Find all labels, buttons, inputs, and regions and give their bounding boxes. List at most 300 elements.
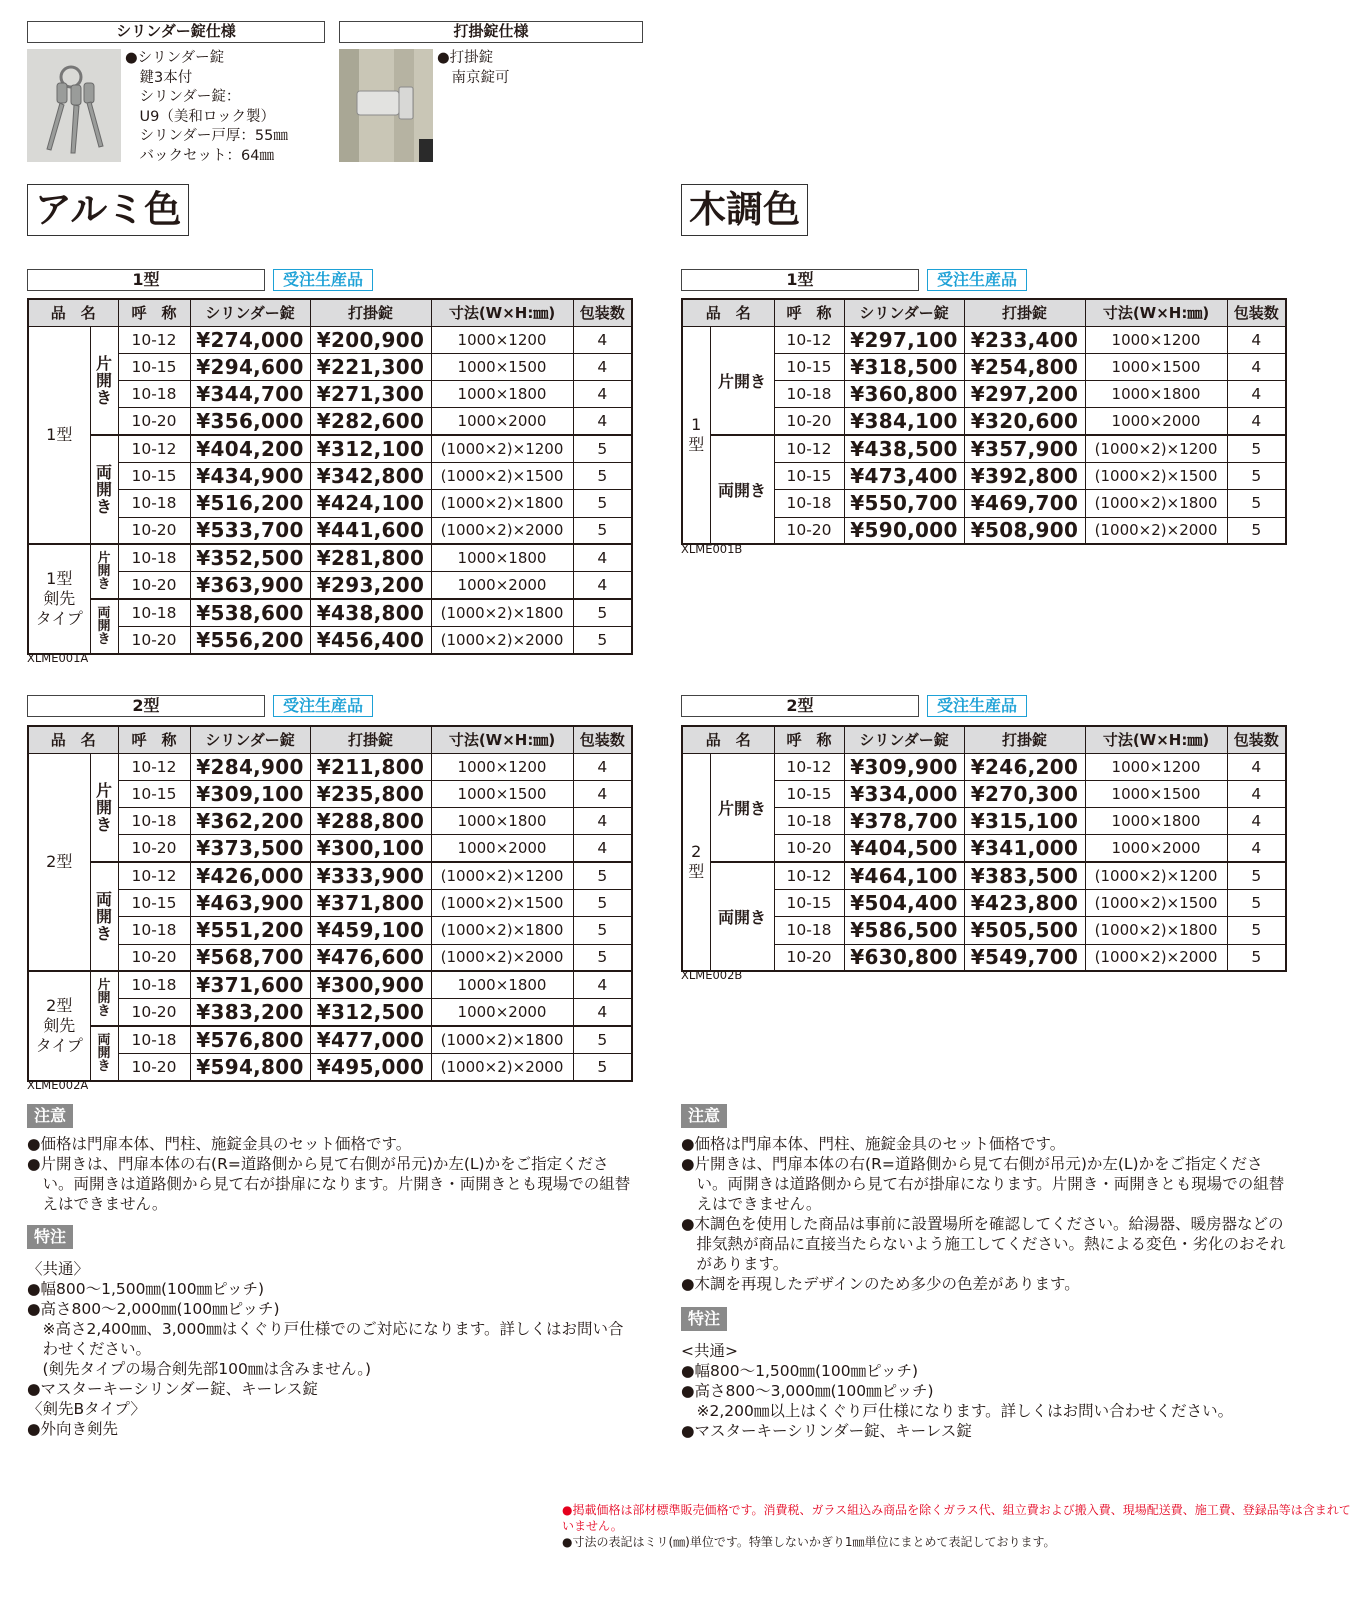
table-row xyxy=(28,599,632,626)
dimension-cell: 1000×1200 xyxy=(431,326,573,353)
call-cell: 10-15 xyxy=(774,889,844,916)
cylinder-spec-text: ●シリンダー錠 鍵3本付 シリンダー錠： U9（美和ロック製） シリンダー戸厚：55㎜ バックセット：64㎜ xyxy=(125,50,288,164)
dimension-cell: (1000×2)×2000 xyxy=(431,517,573,544)
table-row xyxy=(28,917,632,944)
kata-label: 片開き xyxy=(710,753,774,862)
table-row xyxy=(28,381,632,408)
cylinder-price-cell: ¥516,200 xyxy=(190,490,310,517)
cylinder-price-cell: ¥590,000 xyxy=(844,517,964,544)
table-row xyxy=(28,326,632,353)
call-cell: 10-12 xyxy=(774,326,844,353)
dimension-cell: (1000×2)×1200 xyxy=(431,862,573,889)
hook-price-cell: ¥477,000 xyxy=(310,1026,431,1053)
ryo-label: 両 開 き xyxy=(90,599,118,654)
hook-price-cell: ¥246,200 xyxy=(964,753,1085,780)
dimension-cell: 1000×1500 xyxy=(431,780,573,807)
sword-type-label: 1型 剣先 タイプ xyxy=(28,544,90,653)
right-caution-heading: 注意 xyxy=(681,1104,727,1128)
cylinder-price-cell: ¥362,200 xyxy=(190,808,310,835)
table-row xyxy=(28,808,632,835)
header-name: 品 名 xyxy=(28,299,118,326)
hook-price-cell: ¥271,300 xyxy=(310,381,431,408)
table-row xyxy=(28,1053,632,1080)
call-cell: 10-20 xyxy=(118,835,190,862)
call-cell: 10-20 xyxy=(774,944,844,971)
ryo-label: 両 開 き xyxy=(90,862,118,971)
hook-price-cell: ¥293,200 xyxy=(310,572,431,599)
table-row xyxy=(28,862,632,889)
header-name: 品 名 xyxy=(682,726,774,753)
cylinder-price-cell: ¥630,800 xyxy=(844,944,964,971)
wood-2-order-badge: 受注生産品 xyxy=(927,695,1027,717)
pack-cell: 4 xyxy=(1227,408,1286,435)
hook-price-cell: ¥357,900 xyxy=(964,435,1085,462)
left-caution-text: ●価格は門扉本体、門柱、施錠金具のセット価格です。 ●片開きは、門扉本体の右(R=道路側から見て右側が吊元)か左(L)かをご指定くださ い。両開きは道路側から見て右が掛扉になります。片開き・両開きとも現場での組替 えはできません。 xyxy=(27,1135,631,1213)
table-row xyxy=(682,326,1286,353)
cylinder-price-cell: ¥473,400 xyxy=(844,462,964,489)
cylinder-price-cell: ¥404,200 xyxy=(190,435,310,462)
hook-price-cell: ¥211,800 xyxy=(310,753,431,780)
type-label: 2 型 xyxy=(682,753,710,971)
dimension-cell: 1000×1800 xyxy=(431,544,573,571)
table-row xyxy=(28,544,632,571)
dimension-cell: (1000×2)×1200 xyxy=(431,435,573,462)
call-cell: 10-18 xyxy=(774,381,844,408)
call-cell: 10-15 xyxy=(118,353,190,380)
dimension-cell: 1000×2000 xyxy=(1085,835,1227,862)
wood-1-order-badge: 受注生産品 xyxy=(927,269,1027,291)
pack-cell: 5 xyxy=(573,917,632,944)
hook-price-cell: ¥424,100 xyxy=(310,490,431,517)
type-label: 2型 xyxy=(28,753,90,971)
call-cell: 10-12 xyxy=(774,862,844,889)
header-name: 品 名 xyxy=(682,299,774,326)
header-pack: 包装数 xyxy=(573,726,632,753)
call-cell: 10-18 xyxy=(118,1026,190,1053)
sword-type-label: 2型 剣先 タイプ xyxy=(28,971,90,1080)
hook-price-cell: ¥312,500 xyxy=(310,999,431,1026)
hook-price-cell: ¥383,500 xyxy=(964,862,1085,889)
cylinder-price-cell: ¥538,600 xyxy=(190,599,310,626)
cylinder-price-cell: ¥464,100 xyxy=(844,862,964,889)
dimension-cell: (1000×2)×1800 xyxy=(431,599,573,626)
footer-price-note: ●掲載価格は部材標準販売価格です。消費税、ガラス組込み商品を除くガラス代、組立費および搬入費、現場配送費、施工費、登録品等は含まれていません。 xyxy=(562,1503,1351,1533)
call-cell: 10-15 xyxy=(774,462,844,489)
pack-cell: 5 xyxy=(573,490,632,517)
header-pack: 包装数 xyxy=(1227,726,1286,753)
dimension-cell: (1000×2)×1200 xyxy=(1085,862,1227,889)
call-cell: 10-20 xyxy=(118,626,190,653)
table-row xyxy=(28,435,632,462)
wood-1-price-table xyxy=(681,298,1287,545)
hook-price-cell: ¥423,800 xyxy=(964,889,1085,916)
call-cell: 10-12 xyxy=(118,435,190,462)
header-dim: 寸法(W×H:㎜) xyxy=(431,299,573,326)
pack-cell: 5 xyxy=(573,626,632,653)
left-special-text: 〈共通〉 ●幅800～1,500㎜(100㎜ピッチ) ●高さ800～2,000㎜(100㎜ピッチ) ※高さ2,400㎜、3,000㎜はくぐり戸仕様でのご対応になります。詳しくはお問い合 わせください。 (剣先タイプの場合剣先部100㎜は含みません。) ●マスターキーシリンダー錠、キーレス錠 〈剣先Bタイプ〉 ●外向き剣先 xyxy=(27,1260,624,1438)
cylinder-price-cell: ¥586,500 xyxy=(844,917,964,944)
pack-cell: 4 xyxy=(573,808,632,835)
dimension-cell: (1000×2)×1500 xyxy=(1085,462,1227,489)
alumi-1-order-badge: 受注生産品 xyxy=(273,269,373,291)
dimension-cell: 1000×1800 xyxy=(431,808,573,835)
hook-price-cell: ¥508,900 xyxy=(964,517,1085,544)
cylinder-price-cell: ¥274,000 xyxy=(190,326,310,353)
kata-label: 片 開 き xyxy=(90,326,118,435)
cylinder-price-cell: ¥383,200 xyxy=(190,999,310,1026)
cylinder-price-cell: ¥568,700 xyxy=(190,944,310,971)
header-dim: 寸法(W×H:㎜) xyxy=(1085,726,1227,753)
cylinder-price-cell: ¥334,000 xyxy=(844,780,964,807)
call-cell: 10-20 xyxy=(118,944,190,971)
hook-price-cell: ¥233,400 xyxy=(964,326,1085,353)
pack-cell: 5 xyxy=(1227,944,1286,971)
dimension-cell: 1000×2000 xyxy=(431,572,573,599)
hook-price-cell: ¥505,500 xyxy=(964,917,1085,944)
hook-price-cell: ¥282,600 xyxy=(310,408,431,435)
pack-cell: 5 xyxy=(1227,490,1286,517)
table-row xyxy=(682,862,1286,889)
call-cell: 10-12 xyxy=(774,435,844,462)
pack-cell: 5 xyxy=(1227,517,1286,544)
cylinder-price-cell: ¥404,500 xyxy=(844,835,964,862)
dimension-cell: 1000×1800 xyxy=(431,381,573,408)
header-hook: 打掛錠 xyxy=(310,726,431,753)
pack-cell: 4 xyxy=(573,353,632,380)
header-hook: 打掛錠 xyxy=(964,726,1085,753)
header-cylinder: シリンダー錠 xyxy=(844,726,964,753)
hook-price-cell: ¥549,700 xyxy=(964,944,1085,971)
alumi-2-type-title: 2型 xyxy=(27,695,265,717)
alumi-2-order-badge: 受注生産品 xyxy=(273,695,373,717)
pack-cell: 4 xyxy=(573,753,632,780)
hook-price-cell: ¥333,900 xyxy=(310,862,431,889)
hook-spec-title: 打掛錠仕様 xyxy=(339,21,643,43)
pack-cell: 4 xyxy=(573,381,632,408)
table-row xyxy=(682,435,1286,462)
right-caution-text: ●価格は門扉本体、門柱、施錠金具のセット価格です。 ●片開きは、門扉本体の右(R=道路側から見て右側が吊元)か左(L)かをご指定くださ い。両開きは道路側から見て右が掛扉になります。片開き・両開きとも現場での組替 えはできません。 ●木調色を使用した商品は事前に設置場所を確認してください。給湯器、暖房器などの 排気熱が商品に直接当たらないよう施工してください。熱による変色・劣化のおそれ があります。 ●木調を再現したデザインのため多少の色差があります。 xyxy=(681,1135,1286,1293)
kata-label: 片 開 き xyxy=(90,753,118,862)
pack-cell: 4 xyxy=(573,835,632,862)
kata-label: 片開き xyxy=(710,326,774,435)
hook-price-cell: ¥459,100 xyxy=(310,917,431,944)
table-row xyxy=(28,835,632,862)
hook-price-cell: ¥300,900 xyxy=(310,971,431,998)
header-hook: 打掛錠 xyxy=(310,299,431,326)
pack-cell: 5 xyxy=(573,862,632,889)
cylinder-price-cell: ¥594,800 xyxy=(190,1053,310,1080)
dimension-cell: 1000×1500 xyxy=(1085,353,1227,380)
pack-cell: 4 xyxy=(1227,381,1286,408)
alumi-1-price-table xyxy=(27,298,633,655)
call-cell: 10-20 xyxy=(118,408,190,435)
dimension-cell: 1000×2000 xyxy=(431,408,573,435)
dimension-cell: 1000×1500 xyxy=(431,353,573,380)
hook-price-cell: ¥312,100 xyxy=(310,435,431,462)
alumi-1-type-title: 1型 xyxy=(27,269,265,291)
dimension-cell: (1000×2)×2000 xyxy=(1085,517,1227,544)
call-cell: 10-18 xyxy=(118,971,190,998)
call-cell: 10-18 xyxy=(118,490,190,517)
cylinder-price-cell: ¥438,500 xyxy=(844,435,964,462)
wood-2-type-title: 2型 xyxy=(681,695,919,717)
dimension-cell: 1000×2000 xyxy=(431,999,573,1026)
dimension-cell: 1000×1200 xyxy=(1085,753,1227,780)
cylinder-price-cell: ¥309,100 xyxy=(190,780,310,807)
hook-price-cell: ¥441,600 xyxy=(310,517,431,544)
table-row xyxy=(28,780,632,807)
table-row xyxy=(28,353,632,380)
cylinder-price-cell: ¥309,900 xyxy=(844,753,964,780)
cylinder-spec-title: シリンダー錠仕様 xyxy=(27,21,325,43)
table-row xyxy=(28,626,632,653)
pack-cell: 4 xyxy=(573,572,632,599)
dimension-cell: (1000×2)×2000 xyxy=(431,1053,573,1080)
hook-price-cell: ¥371,800 xyxy=(310,889,431,916)
header-call: 呼 称 xyxy=(774,726,844,753)
call-cell: 10-18 xyxy=(118,599,190,626)
cylinder-price-cell: ¥550,700 xyxy=(844,490,964,517)
cylinder-price-cell: ¥371,600 xyxy=(190,971,310,998)
pack-cell: 5 xyxy=(573,599,632,626)
dimension-cell: 1000×1200 xyxy=(1085,326,1227,353)
cylinder-price-cell: ¥434,900 xyxy=(190,462,310,489)
ryo-label: 両開き xyxy=(710,435,774,544)
cylinder-price-cell: ¥384,100 xyxy=(844,408,964,435)
hook-price-cell: ¥469,700 xyxy=(964,490,1085,517)
dimension-cell: (1000×2)×1500 xyxy=(1085,889,1227,916)
left-special-heading: 特注 xyxy=(27,1225,73,1249)
cylinder-price-cell: ¥318,500 xyxy=(844,353,964,380)
footer-notes xyxy=(562,1502,1352,1550)
pack-cell: 5 xyxy=(1227,862,1286,889)
cylinder-price-cell: ¥426,000 xyxy=(190,862,310,889)
wood-color-heading: 木調色 xyxy=(681,184,808,236)
table-row xyxy=(28,944,632,971)
ryo-label: 両開き xyxy=(710,862,774,971)
hook-price-cell: ¥456,400 xyxy=(310,626,431,653)
call-cell: 10-15 xyxy=(118,462,190,489)
pack-cell: 4 xyxy=(573,999,632,1026)
wood-2-price-table xyxy=(681,725,1287,972)
header-cylinder: シリンダー錠 xyxy=(844,299,964,326)
pack-cell: 5 xyxy=(573,1053,632,1080)
cylinder-price-cell: ¥352,500 xyxy=(190,544,310,571)
alumi-color-heading: アルミ色 xyxy=(27,184,189,236)
dimension-cell: (1000×2)×1200 xyxy=(1085,435,1227,462)
pack-cell: 5 xyxy=(573,462,632,489)
call-cell: 10-15 xyxy=(118,780,190,807)
cylinder-price-cell: ¥356,000 xyxy=(190,408,310,435)
call-cell: 10-18 xyxy=(118,381,190,408)
pack-cell: 4 xyxy=(1227,808,1286,835)
wood-1-type-title: 1型 xyxy=(681,269,919,291)
hook-lock-photo xyxy=(339,49,433,162)
dimension-cell: (1000×2)×1800 xyxy=(431,490,573,517)
header-name: 品 名 xyxy=(28,726,118,753)
pack-cell: 4 xyxy=(573,544,632,571)
table-header-row xyxy=(682,726,1286,753)
hook-price-cell: ¥281,800 xyxy=(310,544,431,571)
hook-price-cell: ¥297,200 xyxy=(964,381,1085,408)
table-row xyxy=(28,971,632,998)
right-special-heading: 特注 xyxy=(681,1307,727,1331)
pack-cell: 4 xyxy=(1227,835,1286,862)
call-cell: 10-12 xyxy=(118,753,190,780)
pack-cell: 5 xyxy=(573,517,632,544)
table-row xyxy=(28,999,632,1026)
cylinder-price-cell: ¥556,200 xyxy=(190,626,310,653)
hook-price-cell: ¥392,800 xyxy=(964,462,1085,489)
cylinder-price-cell: ¥363,900 xyxy=(190,572,310,599)
pack-cell: 5 xyxy=(573,889,632,916)
hook-price-cell: ¥320,600 xyxy=(964,408,1085,435)
wood-2-code: XLME002B xyxy=(681,968,743,982)
hook-price-cell: ¥476,600 xyxy=(310,944,431,971)
pack-cell: 4 xyxy=(1227,326,1286,353)
alumi-1-code: XLME001A xyxy=(27,651,89,665)
call-cell: 10-18 xyxy=(118,917,190,944)
cylinder-keys-photo xyxy=(27,49,121,162)
cylinder-price-cell: ¥504,400 xyxy=(844,889,964,916)
hook-price-cell: ¥495,000 xyxy=(310,1053,431,1080)
pack-cell: 5 xyxy=(1227,435,1286,462)
header-cylinder: シリンダー錠 xyxy=(190,726,310,753)
pack-cell: 4 xyxy=(1227,753,1286,780)
cylinder-price-cell: ¥297,100 xyxy=(844,326,964,353)
hook-price-cell: ¥341,000 xyxy=(964,835,1085,862)
dimension-cell: (1000×2)×2000 xyxy=(431,944,573,971)
table-header-row xyxy=(682,299,1286,326)
dimension-cell: 1000×1800 xyxy=(431,971,573,998)
ryo-label: 両 開 き xyxy=(90,1026,118,1081)
pack-cell: 5 xyxy=(573,944,632,971)
header-call: 呼 称 xyxy=(118,726,190,753)
pack-cell: 4 xyxy=(573,780,632,807)
table-row xyxy=(28,1026,632,1053)
call-cell: 10-15 xyxy=(118,889,190,916)
table-row xyxy=(682,753,1286,780)
footer-dim-note: ●寸法の表記はミリ(㎜)単位です。特筆しないかぎり1㎜単位にまとめて表記しております。 xyxy=(562,1535,1056,1549)
cylinder-price-cell: ¥294,600 xyxy=(190,353,310,380)
header-dim: 寸法(W×H:㎜) xyxy=(431,726,573,753)
call-cell: 10-20 xyxy=(774,408,844,435)
cylinder-price-cell: ¥373,500 xyxy=(190,835,310,862)
right-special-text: <共通> ●幅800～1,500㎜(100㎜ピッチ) ●高さ800～3,000㎜(100㎜ピッチ) ※2,200㎜以上はくぐり戸仕様になります。詳しくはお問い合わせください。 ●マスターキーシリンダー錠、キーレス錠 xyxy=(681,1342,1234,1440)
pack-cell: 5 xyxy=(1227,917,1286,944)
hook-price-cell: ¥300,100 xyxy=(310,835,431,862)
cylinder-price-cell: ¥551,200 xyxy=(190,917,310,944)
dimension-cell: 1000×2000 xyxy=(431,835,573,862)
hook-price-cell: ¥288,800 xyxy=(310,808,431,835)
pack-cell: 5 xyxy=(573,435,632,462)
call-cell: 10-20 xyxy=(118,572,190,599)
cylinder-price-cell: ¥463,900 xyxy=(190,889,310,916)
cylinder-price-cell: ¥533,700 xyxy=(190,517,310,544)
pack-cell: 4 xyxy=(573,971,632,998)
dimension-cell: (1000×2)×1800 xyxy=(1085,917,1227,944)
alumi-2-price-table xyxy=(27,725,633,1082)
left-caution-heading: 注意 xyxy=(27,1104,73,1128)
table-row xyxy=(28,408,632,435)
call-cell: 10-18 xyxy=(118,544,190,571)
table-row xyxy=(28,517,632,544)
header-call: 呼 称 xyxy=(774,299,844,326)
pack-cell: 5 xyxy=(1227,462,1286,489)
dimension-cell: 1000×1800 xyxy=(1085,808,1227,835)
cylinder-price-cell: ¥344,700 xyxy=(190,381,310,408)
hook-price-cell: ¥254,800 xyxy=(964,353,1085,380)
hook-price-cell: ¥342,800 xyxy=(310,462,431,489)
call-cell: 10-12 xyxy=(118,326,190,353)
dimension-cell: 1000×1200 xyxy=(431,753,573,780)
hook-price-cell: ¥315,100 xyxy=(964,808,1085,835)
cylinder-price-cell: ¥378,700 xyxy=(844,808,964,835)
kata-label: 片 開 き xyxy=(90,971,118,1026)
pack-cell: 4 xyxy=(1227,780,1286,807)
call-cell: 10-12 xyxy=(774,753,844,780)
table-header-row xyxy=(28,299,632,326)
call-cell: 10-20 xyxy=(118,517,190,544)
header-call: 呼 称 xyxy=(118,299,190,326)
table-header-row xyxy=(28,726,632,753)
call-cell: 10-18 xyxy=(774,917,844,944)
dimension-cell: (1000×2)×2000 xyxy=(431,626,573,653)
table-row xyxy=(28,490,632,517)
kata-label: 片 開 き xyxy=(90,544,118,599)
call-cell: 10-20 xyxy=(774,835,844,862)
hook-price-cell: ¥270,300 xyxy=(964,780,1085,807)
call-cell: 10-18 xyxy=(774,808,844,835)
ryo-label: 両 開 き xyxy=(90,435,118,544)
hook-spec-text: ●打掛錠 南京錠可 xyxy=(437,50,510,86)
call-cell: 10-20 xyxy=(118,1053,190,1080)
call-cell: 10-20 xyxy=(774,517,844,544)
table-row xyxy=(28,462,632,489)
header-hook: 打掛錠 xyxy=(964,299,1085,326)
call-cell: 10-15 xyxy=(774,353,844,380)
cylinder-price-cell: ¥284,900 xyxy=(190,753,310,780)
call-cell: 10-20 xyxy=(118,999,190,1026)
call-cell: 10-12 xyxy=(118,862,190,889)
table-row xyxy=(28,889,632,916)
cylinder-price-cell: ¥360,800 xyxy=(844,381,964,408)
header-pack: 包装数 xyxy=(1227,299,1286,326)
dimension-cell: 1000×1800 xyxy=(1085,381,1227,408)
type-label: 1 型 xyxy=(682,326,710,544)
call-cell: 10-18 xyxy=(118,808,190,835)
hook-price-cell: ¥200,900 xyxy=(310,326,431,353)
cylinder-price-cell: ¥576,800 xyxy=(190,1026,310,1053)
pack-cell: 5 xyxy=(573,1026,632,1053)
dimension-cell: 1000×1500 xyxy=(1085,780,1227,807)
call-cell: 10-18 xyxy=(774,490,844,517)
hook-price-cell: ¥221,300 xyxy=(310,353,431,380)
dimension-cell: (1000×2)×1500 xyxy=(431,462,573,489)
pack-cell: 5 xyxy=(1227,889,1286,916)
hook-price-cell: ¥438,800 xyxy=(310,599,431,626)
type-label: 1型 xyxy=(28,326,90,544)
dimension-cell: (1000×2)×1500 xyxy=(431,889,573,916)
dimension-cell: (1000×2)×1800 xyxy=(431,1026,573,1053)
dimension-cell: (1000×2)×2000 xyxy=(1085,944,1227,971)
alumi-2-code: XLME002A xyxy=(27,1078,89,1092)
pack-cell: 4 xyxy=(573,408,632,435)
call-cell: 10-15 xyxy=(774,780,844,807)
header-dim: 寸法(W×H:㎜) xyxy=(1085,299,1227,326)
wood-1-code: XLME001B xyxy=(681,542,743,556)
header-cylinder: シリンダー錠 xyxy=(190,299,310,326)
